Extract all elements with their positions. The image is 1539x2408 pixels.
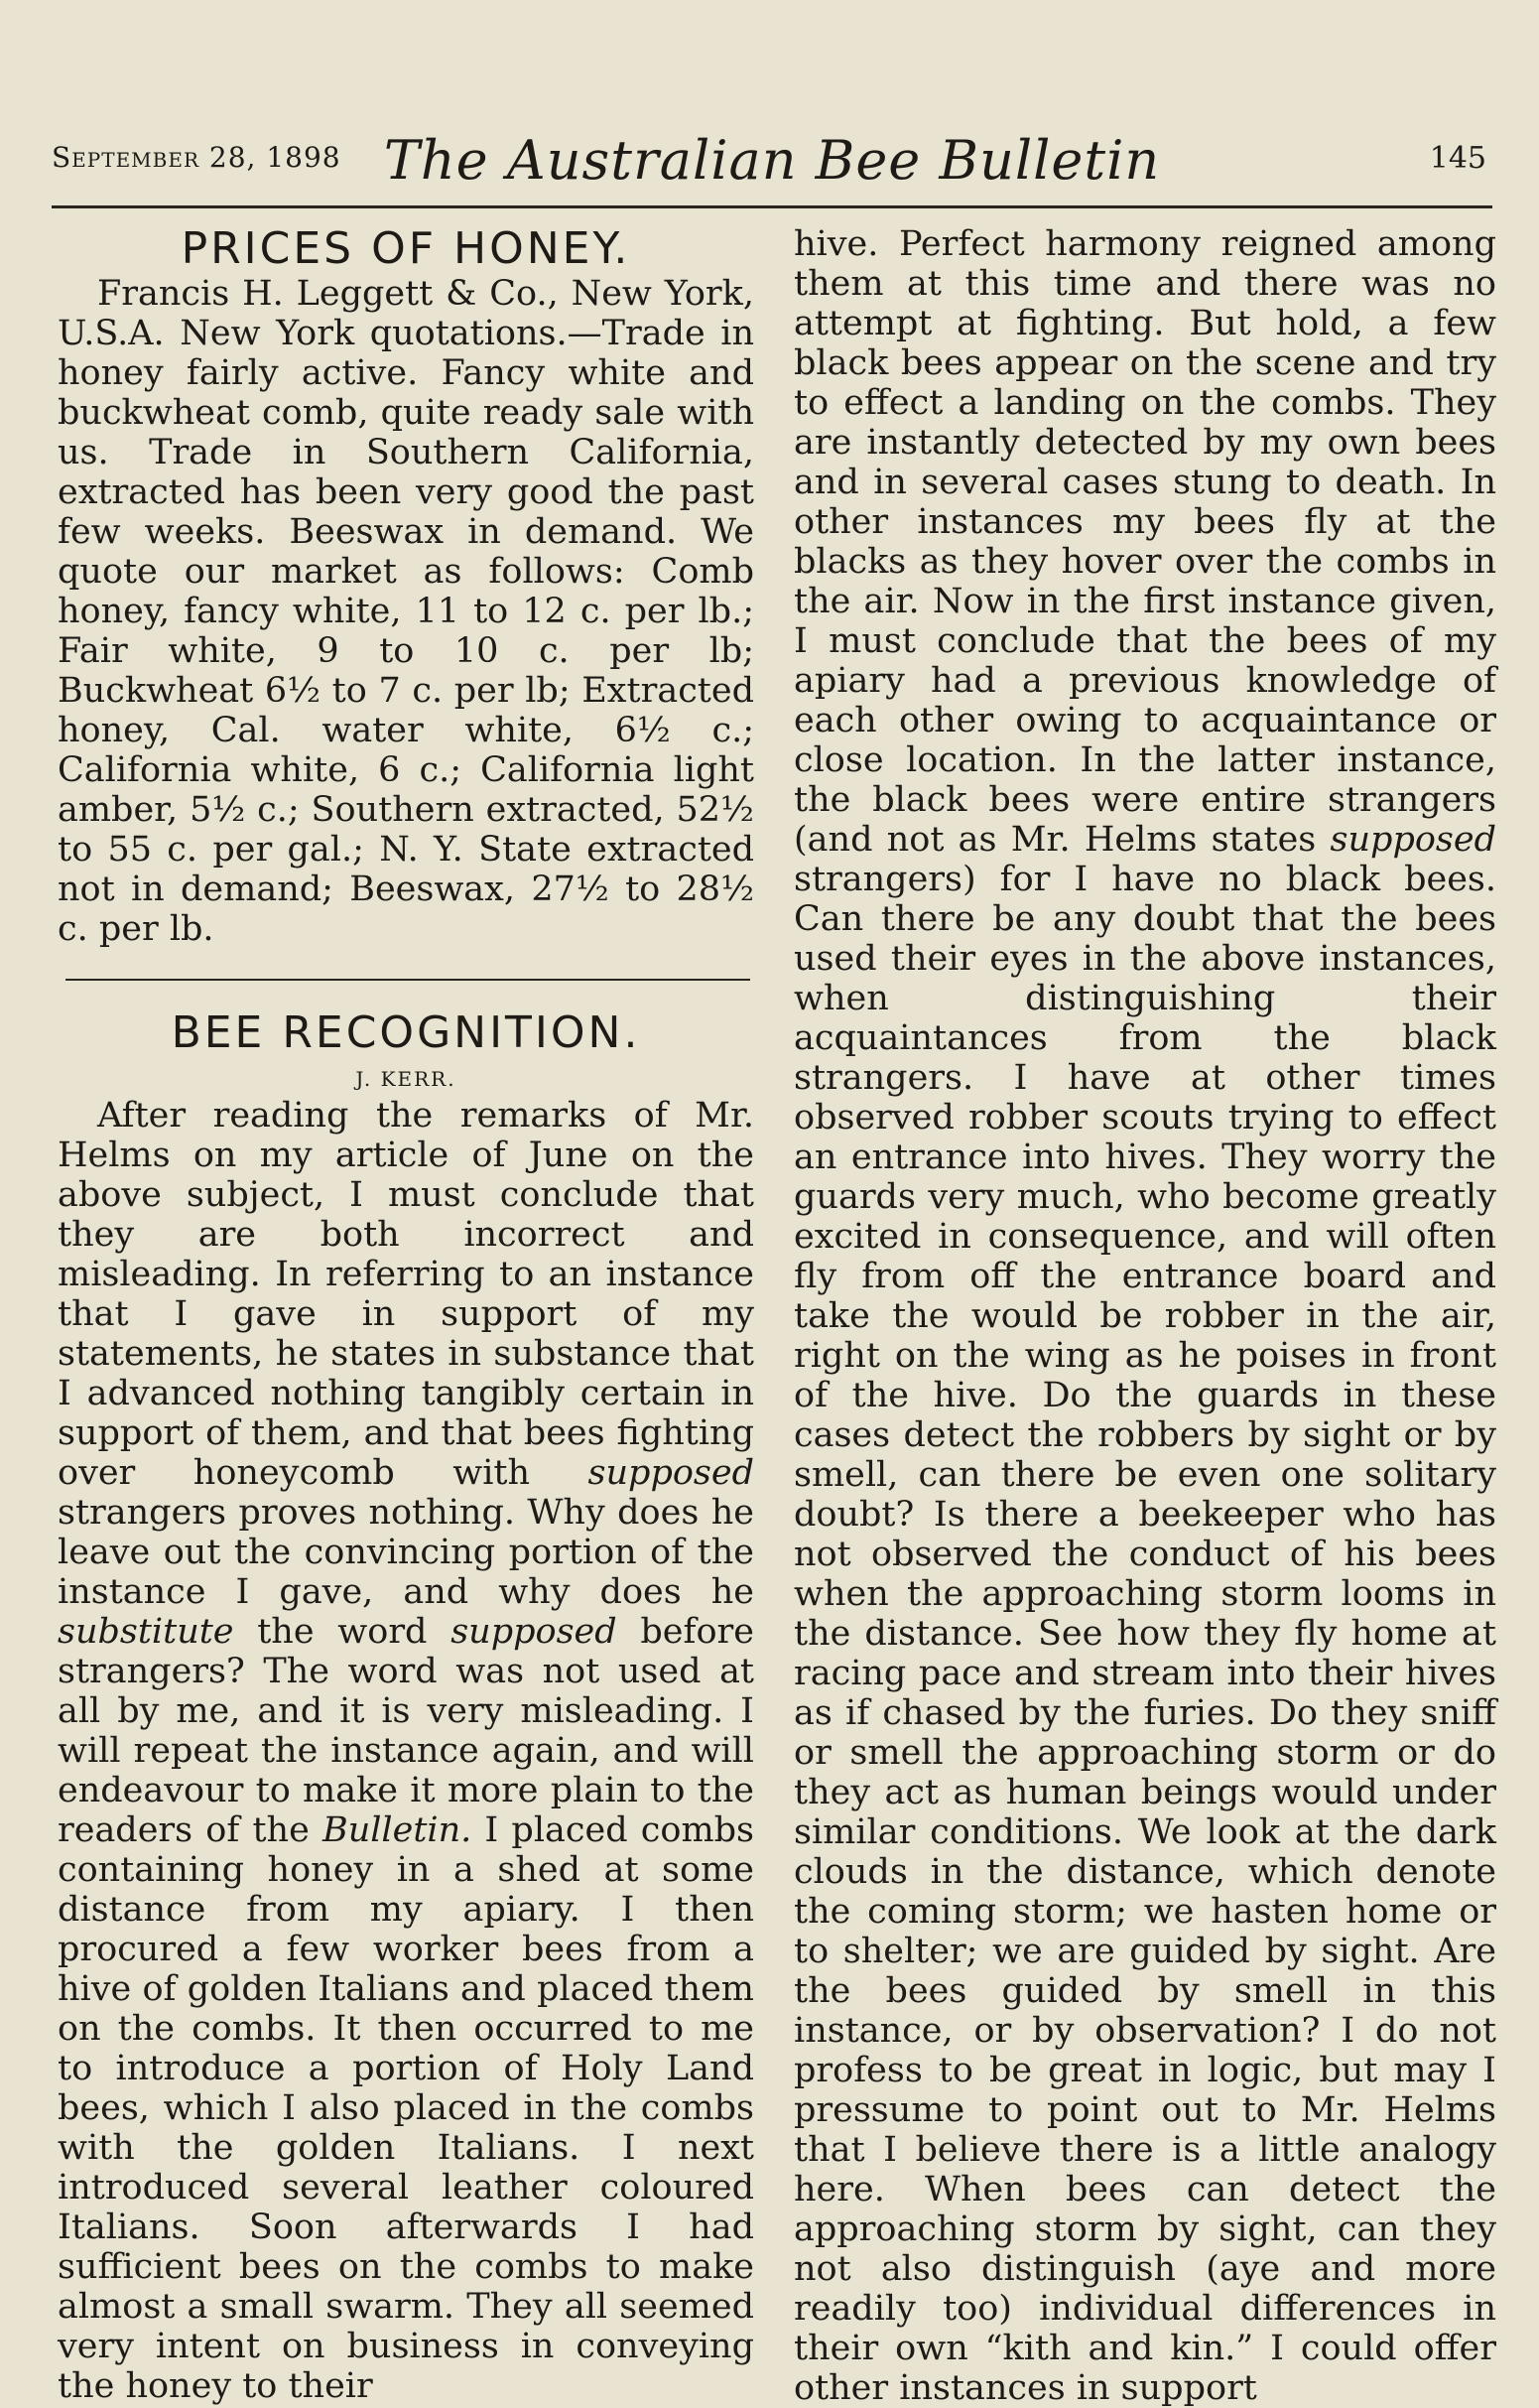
- issue-date: September 28, 1898: [52, 141, 341, 174]
- header-rule: [52, 205, 1492, 208]
- text-run: After reading the remarks of Mr. Helms on my article of June on the above subject, I must conclude that they are both incorrect and misleading. In referring to an instance that I gave in support of my statements, he states in substance that I advanced nothing tangibly certain in support of them, and that bees fighting over honeycomb with: [58, 1096, 754, 1493]
- text-run: strangers) for I have no black bees. Can there be any doubt that the bees used their eyes in the above instances, when distinguishing their acquaintances from the black strangers. I have at other times observed robber scouts trying to effect an entrance into hives. They worry the guards very much, who become greatly excited in consequence, and will often fly from off the entrance board and take the would be robber in the air, right on the wing as he poises in front of the hive. Do the guards in these cases detect the robbers by sight or by smell, can there be even one solitary doubt? Is there a beekeeper who has not observed the conduct of his bees when the approaching storm looms in the distance. See how they fly home at racing pace and stream into their hives as if chased by the furies. Do they sniff or smell the approaching storm or do they act as human beings would under similar conditions. We look at the dark clouds in the distance, which denote the coming storm; we hasten home or to shelter; we are guided by sight. Are the bees guided by smell in this instance, or by observation? I do not profess to be great in logic, but may I pressume to point out to Mr. Helms that I believe there is a little analogy here. When bees can detect the approaching storm by sight, can they not also distinguish (aye and more readily too) individual differences in their own “kith and kin.” I could offer other instances in support: [794, 860, 1496, 2408]
- left-column: [58, 224, 754, 2406]
- article-author: J. KERR.: [355, 1067, 456, 1091]
- text-run: hive. Perfect harmony reigned among them at this time and there was no attempt at fighting. But hold, a few black bees appear on the scene and try to effect a landing on the combs. They are instantly detected by my own bees and in several cases stung to death. In other instances my bees fly at the blacks as they hover over the combs in the air. Now in the first instance given, I must conclude that the bees of my apiary had a previous knowledge of each other owing to acquaintance or close location. In the latter instance, the black bees were entire strangers (and not as Mr. Helms states: [794, 224, 1496, 860]
- recognition-continuation: [794, 224, 1496, 2408]
- page-header: [52, 129, 1492, 195]
- text-run: the word: [233, 1612, 451, 1652]
- italic-term: Bulletin.: [321, 1810, 472, 1850]
- recognition-heading: BEE RECOGNITION.: [171, 1007, 641, 1058]
- section-separator: [65, 979, 750, 981]
- publication-title: The Australian Bee Bulletin: [383, 129, 1161, 192]
- italic-term: supposed: [587, 1453, 754, 1493]
- page-number: 145: [1429, 141, 1486, 176]
- right-column: [794, 224, 1496, 2408]
- prices-heading: PRICES OF HONEY.: [181, 223, 631, 274]
- prices-body: Francis H. Leggett & Co., New York, U.S.A. New York quotations.—Trade in honey fairly active. Fancy white and buckwheat comb, quite ready sale with us. Trade in Southern California, extracted has been very good the past few weeks. Beeswax in demand. We quote our market as follows: Comb honey, fancy white, 11 to 12 c. per lb.; Fair white, 9 to 10 c. per lb; Buckwheat 6½ to 7 c. per lb; Extracted honey, Cal. water white, 6½ c.; California white, 6 c.; California light amber, 5½ c.; Southern extracted, 52½ to 55 c. per gal.; N. Y. State extracted not in demand; Beeswax, 27½ to 28½ c. per lb.: [58, 274, 754, 949]
- italic-term: supposed: [1330, 820, 1496, 860]
- text-run: before strangers? The word was not used at all by me, and it is very misleading. I will repeat the instance again, and will endeavour to make it more plain to the readers of the: [58, 1612, 754, 1850]
- italic-term: supposed: [450, 1612, 617, 1652]
- recognition-paragraph: [58, 1096, 754, 2406]
- text-run: I placed combs containing honey in a shed at some distance from my apiary. I then procured a few worker bees from a hive of golden Italians and placed them on the combs. It then occurred to me to introduce a portion of Holy Land bees, which I also placed in the combs with the golden Italians. I next introduced several leather coloured Italians. Soon afterwards I had sufficient bees on the combs to make almost a small swarm. They all seemed very intent on business in conveying the honey to their: [58, 1810, 754, 2406]
- italic-term: substitute: [58, 1612, 234, 1652]
- text-run: strangers proves nothing. Why does he leave out the convincing portion of the instance I gave, and why does he: [58, 1493, 754, 1612]
